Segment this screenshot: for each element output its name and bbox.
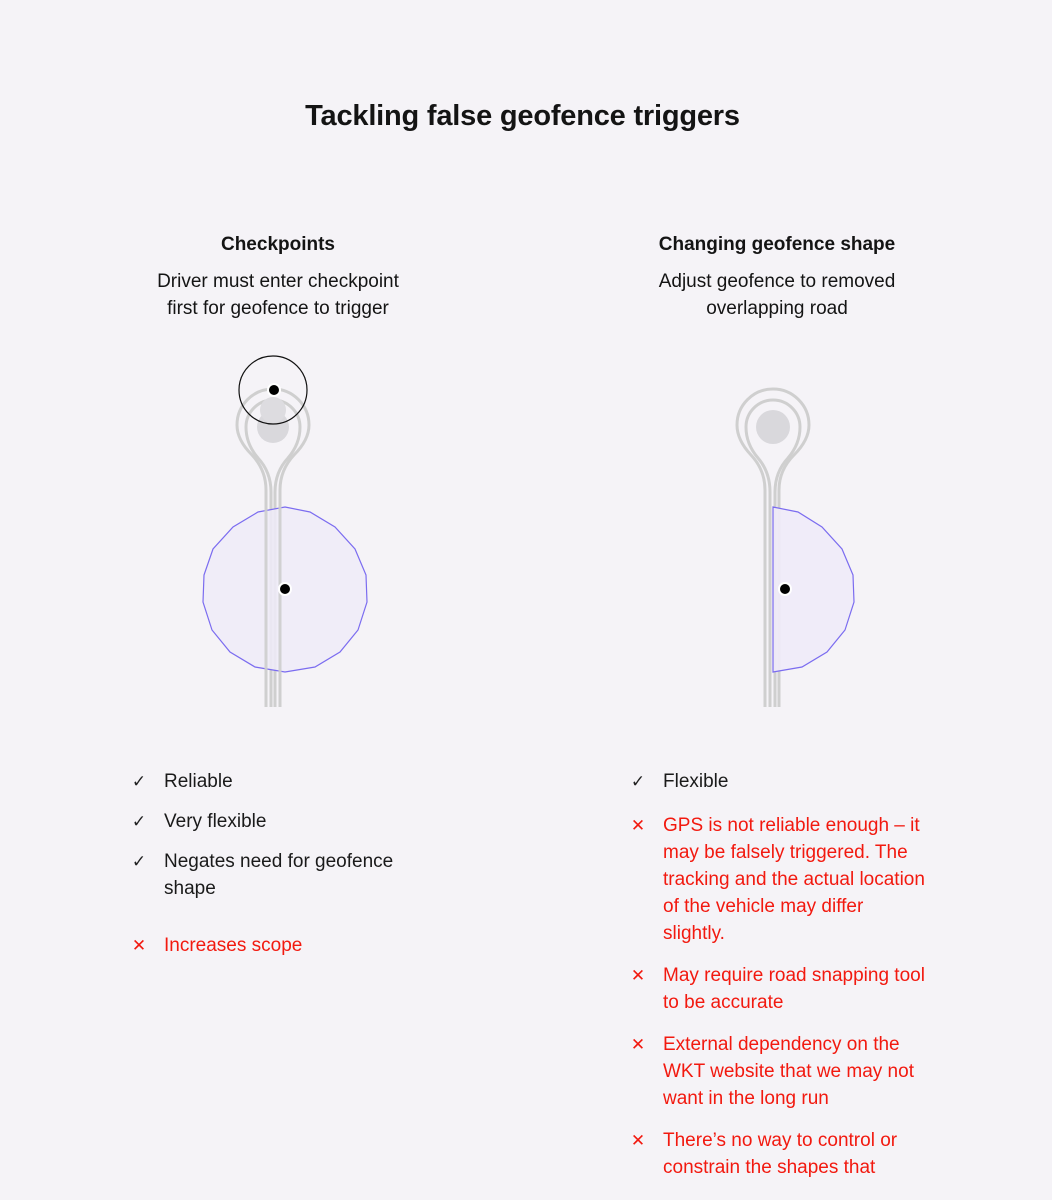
geofence-shape-diagram [690, 340, 890, 720]
loop-center-disc-upper [260, 397, 286, 423]
check-icon: ✓ [131, 772, 147, 791]
checkpoints-heading: Checkpoints [220, 234, 336, 255]
pro-text: Very flexible [164, 811, 267, 832]
geofence-shape-heading: Changing geofence shape [658, 234, 896, 255]
list-item [627, 1031, 927, 1112]
geofence-pin [779, 583, 791, 595]
list-item [627, 812, 927, 947]
con-text: There’s no way to control or constrain the shapes that [663, 1130, 898, 1178]
list-item [128, 808, 428, 835]
pro-text: Negates need for geofence shape [164, 851, 394, 899]
check-icon: ✓ [131, 852, 147, 871]
con-text: May require road snapping tool to be accurate [663, 965, 925, 1013]
list-item [128, 932, 428, 959]
geofence-shape-section [612, 232, 942, 322]
checkpoints-section [113, 232, 443, 322]
con-text: External dependency on the WKT website that we may not want in the long run [663, 1034, 914, 1109]
cross-icon: ✕ [630, 1131, 646, 1150]
checkpoint-diagram [180, 340, 380, 720]
con-text: Increases scope [164, 935, 303, 956]
cross-icon: ✕ [630, 1035, 646, 1054]
list-item [128, 768, 428, 795]
page-title: Tackling false geofence triggers [305, 100, 740, 132]
con-text: GPS is not reliable enough – it may be falsely triggered. The tracking and the actual location of the vehicle may differ slightly. [663, 815, 925, 944]
list-item [128, 848, 428, 902]
geofence-shape-description: Adjust geofence to removed overlapping road [658, 271, 896, 319]
checkpoint-pin [268, 384, 280, 396]
check-icon: ✓ [131, 812, 147, 831]
list-item [627, 768, 927, 795]
cross-icon: ✕ [131, 936, 147, 955]
checkpoints-pros-cons [128, 768, 428, 974]
list-item [627, 1127, 927, 1181]
geofence-pin [279, 583, 291, 595]
checkpoints-description: Driver must enter checkpoint first for geofence to trigger [157, 271, 399, 319]
pro-text: Flexible [663, 771, 729, 792]
cross-icon: ✕ [630, 816, 646, 835]
loop-center-disc [756, 410, 790, 444]
check-icon: ✓ [630, 772, 646, 791]
list-item [627, 962, 927, 1016]
geofence-shape-pros-cons [627, 768, 927, 1196]
cross-icon: ✕ [630, 966, 646, 985]
pro-text: Reliable [164, 771, 233, 792]
